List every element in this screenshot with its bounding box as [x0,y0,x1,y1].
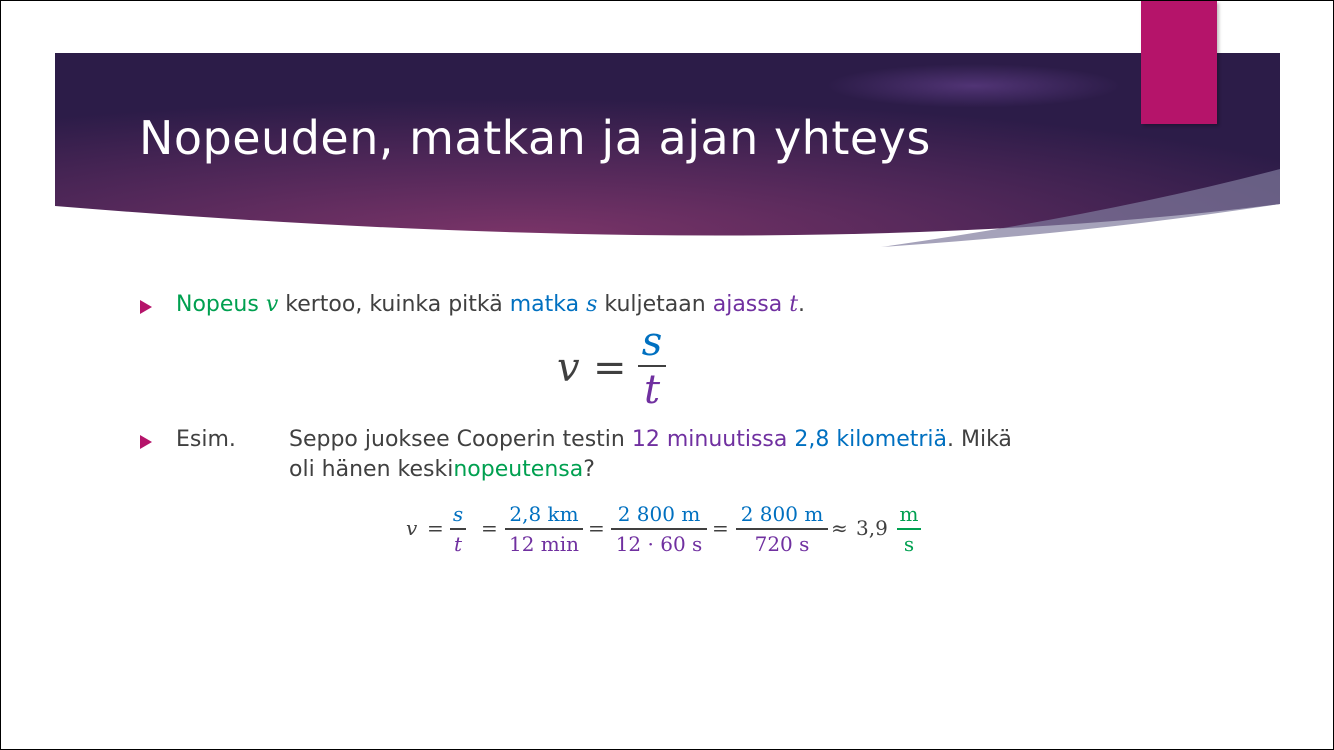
formula-2-result: 3,9 [856,516,888,540]
formula-1-lhs: v [557,345,580,391]
slide-title: Nopeuden, matkan ja ajan yhteys [139,111,931,165]
symbol-t: t [789,292,799,317]
formula-2-fraction-1 [450,500,466,558]
formula-1-denominator: t [643,367,661,413]
distance-value: 2,8 kilometriä [794,427,947,452]
fraction-4-numerator: 2 800 m [740,502,824,526]
formula-2-approx: ≈ [831,516,848,540]
accent-tab [1141,1,1217,124]
text-mika: . Mikä [947,427,1012,452]
word-nopeus: Nopeus [176,292,259,317]
text-keski: oli hänen keski [289,457,454,482]
unit-numerator: m [899,502,919,526]
bullet-2-label: Esim. [176,427,236,452]
fraction-1-numerator: s [452,502,464,526]
fraction-2-numerator: 2,8 km [509,502,579,526]
fraction-4-denominator: 720 s [754,532,810,556]
text-end: . [798,292,806,317]
formula-1-numerator: s [641,319,663,365]
formula-2-fraction-4 [736,500,828,558]
symbol-v: v [265,292,279,317]
text-kuljetaan: kuljetaan [597,292,713,317]
word-ajassa: ajassa [712,292,783,317]
fraction-1-denominator: t [453,532,463,556]
word-nopeutensa: nopeutensa [453,457,584,482]
formula-2-fraction-3 [611,500,707,558]
formula-2-lhs: v [406,516,418,540]
word-matka: matka [509,292,580,317]
formula-1-fraction [638,319,666,413]
text-kertoo: kertoo, kuinka pitkä [278,292,510,317]
fraction-3-denominator: 12 · 60 s [615,532,703,556]
fraction-2-denominator: 12 min [508,532,580,556]
text-question: ? [583,457,595,482]
text-seppo: Seppo juoksee Cooperin testin [289,427,632,452]
time-value: 12 minuutissa [631,427,788,452]
unit-denominator: s [903,532,915,556]
bullet-marker [140,435,152,449]
formula-1-equals: = [593,345,627,391]
bullet-2-line-1 [289,427,1012,452]
bullet-marker [140,300,152,314]
formula-2-fraction-2 [505,500,583,558]
formula-2-equals-3: = [588,516,605,540]
bullet-2-line-2 [289,457,595,482]
symbol-s: s [586,292,598,317]
fraction-3-numerator: 2 800 m [617,502,701,526]
formula-2-equals-2: = [481,516,498,540]
formula-2-unit [897,500,921,558]
formula-2-equals-1: = [427,516,444,540]
bullet-1-text [176,292,805,317]
formula-2-equals-4: = [712,516,729,540]
